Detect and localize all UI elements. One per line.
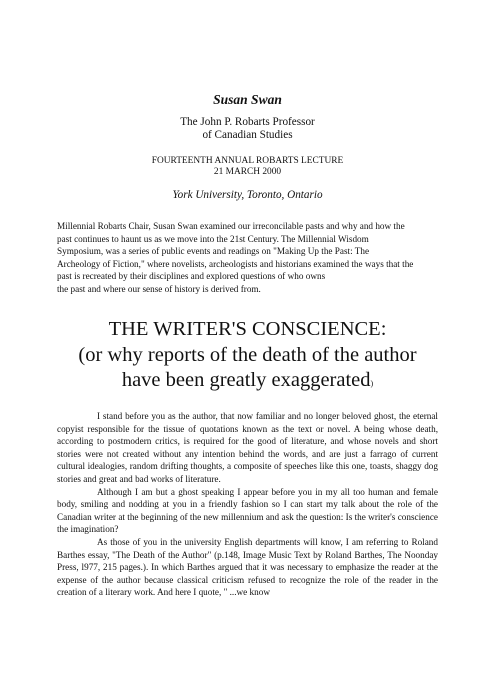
body-paragraph: I stand before you as the author, that now familiar and no longer beloved ghost, the eternal copyist responsible for the tissue of quotations known as the text or novel. A being whose death, according to postmodern critics, is required for the good of literature, and whose novels and short stories were not created without any intention behind the words, and are just a farrago of current cultural idealogies, random drifting thoughts, a composite of speeches like this one, toasts, shaggy dog stories and great and bad works of literature. [57, 411, 438, 484]
heading-line-1: THE WRITER'S CONSCIENCE: [108, 318, 387, 340]
body-text [57, 410, 438, 599]
intro-line: the past and where our sense of history is derived from. [57, 283, 261, 294]
intro-paragraph [57, 220, 438, 296]
intro-line: Symposium, was a series of public events and readings on "Making Up the Past: The [57, 246, 370, 257]
professorship-line-1: The John P. Robarts Professor [180, 116, 315, 128]
professorship-line-2: of Canadian Studies [202, 129, 293, 141]
heading-line-2: (or why reports of the death of the author [78, 343, 417, 366]
heading-line-3 [0, 368, 495, 397]
professorship [0, 116, 495, 142]
author-name: Susan Swan [213, 92, 282, 107]
intro-line: Millennial Robarts Chair, Susan Swan examined our irreconcilable pasts and why and how the [57, 221, 405, 231]
lecture-info [0, 156, 495, 178]
body-paragraph: Although I am but a ghost speaking I appear before you in my all too human and female body, smiling and nodding at you in a friendly fashion so I can start my talk about the role of the Canadian writer at the beginning of the new millennium and ask the question: Is the writer's conscience the imagination? [57, 486, 438, 535]
lecture-date: 21 MARCH 2000 [213, 167, 282, 177]
intro-line: Archeology of Fiction," where novelists, archeologists and historians examined the ways that the [57, 258, 414, 269]
venue: York University, Toronto, Ontario [172, 189, 323, 201]
heading-line-3-text: have been greatly exaggerated [121, 369, 371, 391]
heading-closing-paren: ) [370, 379, 374, 388]
body-paragraph: As those of you in the university English departments will know, I am referring to Roland Barthes essay, "The Death of the Author" (p.148, Image Music Text by Roland Barthes, The Noonday Press, l977, 215 pages.). In which Barthes argued that it was necessary to emphasize the reader at the expense of the author because classical criticism refused to recognize the role of the reader in the creation of a literary work. And here I quote, " ...we know [57, 536, 438, 598]
intro-line: past continues to haunt us as we move into the 21st Century. The Millennial Wisdom [57, 233, 369, 244]
intro-line: past is recreated by their disciplines and explored questions of who owns [57, 271, 326, 282]
lecture-title: FOURTEENTH ANNUAL ROBARTS LECTURE [151, 156, 344, 166]
lecture-heading [0, 317, 495, 397]
